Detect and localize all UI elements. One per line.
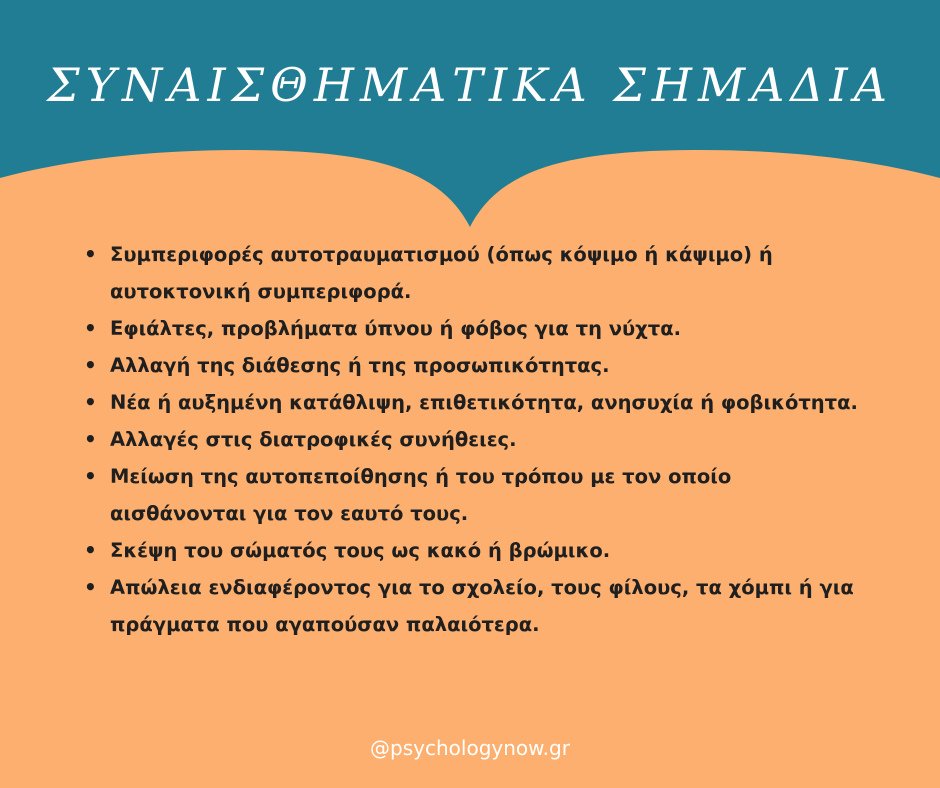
bullet-item: • Αλλαγές στις διατροφικές συνήθειες. (78, 421, 868, 458)
header-wave-banner (0, 0, 940, 240)
page-title: ΣΥΝΑΙΣΘΗΜΑΤΙΚΑ ΣΗΜΑΔΙΑ (47, 58, 893, 112)
bullet-item: • Σκέψη του σώματός τους ως κακό ή βρώμικο. (78, 532, 868, 569)
bullet-item: • Απώλεια ενδιαφέροντος για το σχολείο, τους φίλους, τα χόμπι ή για πράγματα που αγαπούσαν παλαιότερα. (78, 569, 868, 643)
bullet-list (78, 236, 868, 643)
bullet-item: • Αλλαγή της διάθεσης ή της προσωπικότητας. (78, 347, 868, 384)
bullet-item: • Μείωση της αυτοπεποίθησης ή του τρόπου με τον οποίο αισθάνονται για τον εαυτό τους. (78, 458, 868, 532)
footer-handle: @psychologynow.gr (370, 736, 570, 760)
bullet-item: • Συμπεριφορές αυτοτραυματισμού (όπως κόψιμο ή κάψιμο) ή αυτοκτονική συμπεριφορά. (78, 236, 868, 310)
bullet-item: • Εφιάλτες, προβλήματα ύπνου ή φόβος για τη νύχτα. (78, 310, 868, 347)
bullet-item: • Νέα ή αυξημένη κατάθλιψη, επιθετικότητα, ανησυχία ή φοβικότητα. (78, 384, 868, 421)
